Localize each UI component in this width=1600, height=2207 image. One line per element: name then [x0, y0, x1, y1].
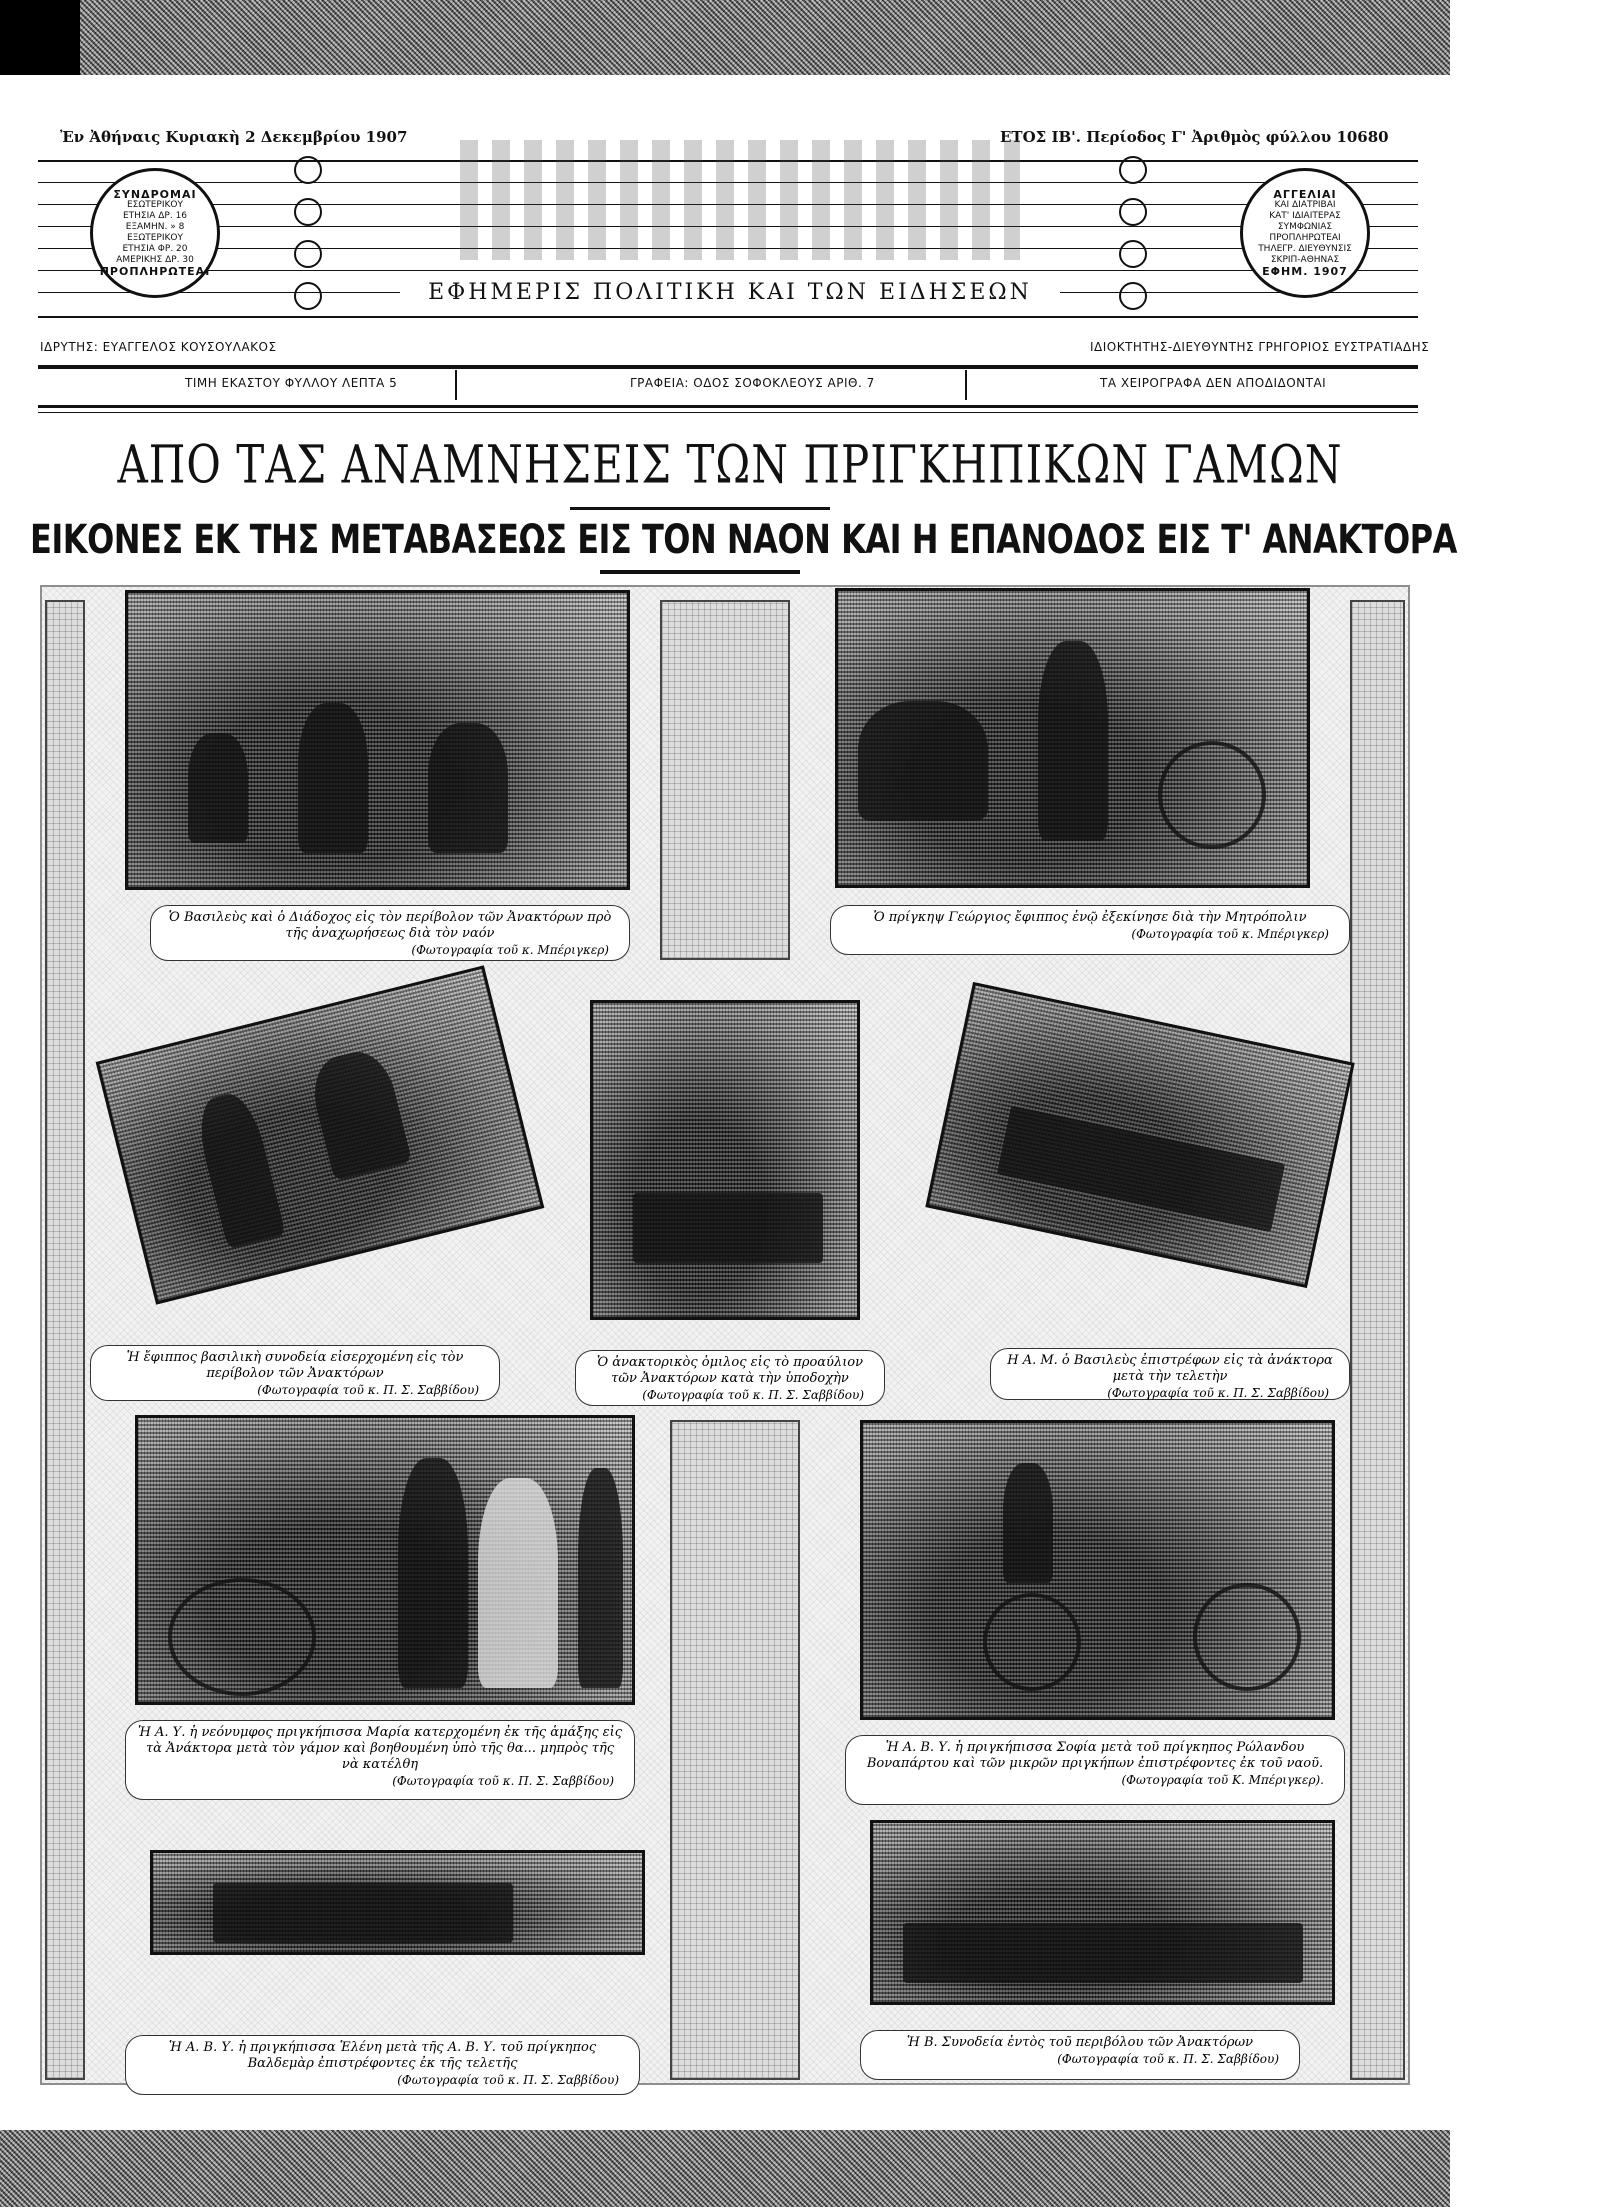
founder-line: ΙΔΡΥΤΗΣ: ΕΥΑΓΓΕΛΟΣ ΚΟΥΣΟΥΛΑΚΟΣ — [40, 340, 277, 354]
photo-credit: (Φωτογραφία τοῦ κ. Π. Σ. Σαββίδου) — [1107, 1386, 1329, 1400]
seal-line: ΤΗΛΕΓΡ. ΔΙΕΥΘΥΝΣΙΣ — [1258, 244, 1352, 254]
ornamental-column — [45, 600, 85, 2080]
vine-ornament-right — [1115, 150, 1149, 324]
caption-photo-8 — [125, 2035, 640, 2095]
caption-text: Ἡ ἔφιππος βασιλικὴ συνοδεία εἰσερχομένη εἰς τὸν περίβολον τῶν Ἀνακτόρων — [126, 1350, 464, 1381]
seal-line: ΕΞΑΜΗΝ. » 8 — [125, 222, 185, 232]
info-divider — [455, 370, 457, 400]
seal-line: ΑΜΕΡΙΚΗΣ ΔΡ. 30 — [116, 255, 194, 265]
info-bar-bottom — [38, 405, 1418, 408]
seal-title: ΣΥΝΔΡΟΜΑΙ — [113, 188, 197, 201]
caption-photo-5 — [990, 1348, 1350, 1400]
seal-footer: ΕΦΗΜ. 1907 — [1262, 265, 1348, 278]
issue-line: ΕΤΟΣ ΙΒ'. Περίοδος Γ' Ἀριθμὸς φύλλου 10680 — [1000, 128, 1389, 146]
caption-photo-2 — [830, 905, 1350, 955]
newspaper-logo — [460, 140, 1020, 260]
headline-ornament — [570, 507, 830, 510]
seal-line: ΕΣΩΤΕΡΙΚΟΥ — [127, 200, 183, 210]
seal-line: ΚΑΤ' ΙΔΙΑΙΤΕΡΑΣ — [1269, 211, 1341, 221]
photo-credit: (Φωτογραφία τοῦ κ. Μπέριγκερ) — [411, 943, 609, 957]
price-line: ΤΙΜΗ ΕΚΑΣΤΟΥ ΦΥΛΛΟΥ ΛΕΠΤΑ 5 — [185, 376, 398, 390]
caption-photo-3 — [90, 1345, 500, 1401]
scan-border-bottom — [0, 2130, 1450, 2207]
photo-palace-group-courtyard — [590, 1000, 860, 1320]
caption-photo-1 — [150, 905, 630, 961]
headline-secondary: ΕΙΚΟΝΕΣ ΕΚ ΤΗΣ ΜΕΤΑΒΑΣΕΩΣ ΕΙΣ ΤΟΝ ΝΑΟΝ ΚΑΙ Η ΕΠΑΝΟΔΟΣ ΕΙΣ Τ' ΑΝΑΚΤΟΡΑ — [30, 515, 1457, 563]
caption-photo-9 — [860, 2030, 1300, 2080]
caption-text: Ὁ ἀνακτορικὸς ὁμιλος εἰς τὸ προαύλιον τῶν Ἀνακτόρων κατὰ τὴν ὑποδοχὴν — [596, 1355, 864, 1386]
photo-princess-helen-carriage — [150, 1850, 645, 1955]
caption-photo-4 — [575, 1350, 885, 1406]
masthead-subtitle: ΕΦΗΜΕΡΙΣ ΠΟΛΙΤΙΚΗ ΚΑΙ ΤΩΝ ΕΙΔΗΣΕΩΝ — [400, 280, 1060, 305]
photo-credit: (Φωτογραφία τοῦ κ. Π. Σ. Σαββίδου) — [392, 1774, 614, 1788]
ornamental-column — [670, 1420, 800, 2080]
caption-text: Ἡ Α. Υ. ἡ νεόνυμφος πριγκήπισσα Μαρία κατερχομένη ἐκ τῆς ἁμάξης εἰς τὰ Ἀνάκτορα μετὰ τὸν γάμον καὶ βοηθουμένη ὑπὸ τῆς θα... μηπρὸς τῆς νὰ κατέλθη — [138, 1725, 622, 1772]
subscriptions-seal — [90, 168, 220, 298]
headline-primary: ΑΠΟ ΤΑΣ ΑΝΑΜΝΗΣΕΙΣ ΤΩΝ ΠΡΙΓΚΗΠΙΚΩΝ ΓΑΜΩΝ — [117, 433, 1343, 496]
seal-line: ΠΡΟΠΛΗΡΩΤΕΑΙ — [1269, 233, 1341, 243]
photo-princess-maria-descending — [135, 1415, 635, 1705]
caption-text: Ἡ Β. Συνοδεία ἐντὸς τοῦ περιβόλου τῶν Ἀνακτόρων — [906, 2035, 1254, 2050]
seal-line: ΣΥΜΦΩΝΙΑΣ — [1277, 222, 1333, 232]
headline-ornament — [600, 570, 800, 574]
photo-king-and-crown-prince — [125, 590, 630, 890]
vine-ornament-left — [290, 150, 324, 324]
seal-footer: ΠΡΟΠΛΗΡΩΤΕΑΙ — [99, 265, 211, 278]
caption-photo-7 — [845, 1735, 1345, 1805]
owner-line: ΙΔΙΟΚΤΗΤΗΣ-ΔΙΕΥΘΥΝΤΗΣ ΓΡΗΓΟΡΙΟΣ ΕΥΣΤΡΑΤΙΑΔΗΣ — [1090, 340, 1430, 354]
caption-text: Ὁ Βασιλεὺς καὶ ὁ Διάδοχος εἰς τὸν περίβολον τῶν Ἀνακτόρων πρὸ τῆς ἀναχωρήσεως διὰ τὸν ναόν — [168, 910, 612, 941]
caption-text: Ὁ πρίγκηψ Γεώργιος ἔφιππος ἐνῷ ἐξεκίνησε διὰ τὴν Μητρόπολιν — [873, 910, 1307, 925]
photo-prince-george-mounted — [835, 588, 1310, 888]
photo-credit: (Φωτογραφία τοῦ κ. Π. Σ. Σαββίδου) — [257, 1383, 479, 1397]
caption-photo-6 — [125, 1720, 635, 1800]
seal-line: ΣΚΡΙΠ-ΑΘΗΝΑΣ — [1270, 255, 1340, 265]
scan-border-top — [0, 0, 1450, 75]
date-line: Ἐν Ἀθήναις Κυριακὴ 2 Δεκεμβρίου 1907 — [60, 128, 408, 146]
scan-edge-mark — [0, 0, 80, 75]
seal-line: ΚΑΙ ΔΙΑΤΡΙΒΑΙ — [1274, 200, 1336, 210]
advertisements-seal — [1240, 168, 1370, 298]
photo-credit: (Φωτογραφία τοῦ κ. Π. Σ. Σαββίδου) — [1057, 2052, 1279, 2066]
photo-procession-palace-grounds — [870, 1820, 1335, 2005]
photo-credit: (Φωτογραφία τοῦ κ. Μπέριγκερ) — [1131, 927, 1329, 941]
masthead-rule — [38, 316, 1418, 318]
info-divider — [965, 370, 967, 400]
photo-credit: (Φωτογραφία τοῦ Κ. Μπέριγκερ). — [1121, 1773, 1324, 1787]
offices-line: ΓΡΑΦΕΙΑ: ΟΔΟΣ ΣΟΦΟΚΛΕΟΥΣ ΑΡΙΘ. 7 — [630, 376, 875, 390]
ornamental-column — [1350, 600, 1405, 2080]
seal-line: ΕΤΗΣΙΑ ΔΡ. 16 — [122, 211, 188, 221]
caption-text: Ἡ Α. Β. Υ. ἡ πριγκήπισσα Ἑλένη μετὰ τῆς Α. Β. Υ. τοῦ πρίγκηπος Βαλδεμὰρ ἐπιστρέφοντες ἐκ τῆς τελετῆς — [168, 2040, 597, 2071]
masthead-rule — [38, 270, 1418, 271]
photo-credit: (Φωτογραφία τοῦ κ. Π. Σ. Σαββίδου) — [397, 2073, 619, 2087]
photo-princess-sophia-carriage — [860, 1420, 1335, 1720]
caption-text: Ἡ Α. Β. Υ. ἡ πριγκήπισσα Σοφία μετὰ τοῦ πρίγκηπος Ρώλανδου Βοναπάρτου καὶ τῶν μικρῶν πριγκήπων ἐπιστρέφοντες ἐκ τοῦ ναοῦ. — [866, 1740, 1324, 1771]
ornamental-column — [660, 600, 790, 960]
manuscripts-line: ΤΑ ΧΕΙΡΟΓΡΑΦΑ ΔΕΝ ΑΠΟΔΙΔΟΝΤΑΙ — [1100, 376, 1327, 390]
seal-line: ΕΤΗΣΙΑ ΦΡ. 20 — [122, 244, 188, 254]
info-bar-top — [38, 365, 1418, 369]
caption-text: Η Α. Μ. ὁ Βασιλεὺς ἐπιστρέφων εἰς τὰ ἀνάκτορα μετὰ τὴν τελετὴν — [1007, 1353, 1333, 1384]
photo-credit: (Φωτογραφία τοῦ κ. Π. Σ. Σαββίδου) — [642, 1388, 864, 1402]
seal-line: ΕΞΩΤΕΡΙΚΟΥ — [127, 233, 183, 243]
info-bar-bottom — [38, 412, 1418, 413]
seal-title: ΑΓΓΕΛΙΑΙ — [1273, 188, 1337, 201]
